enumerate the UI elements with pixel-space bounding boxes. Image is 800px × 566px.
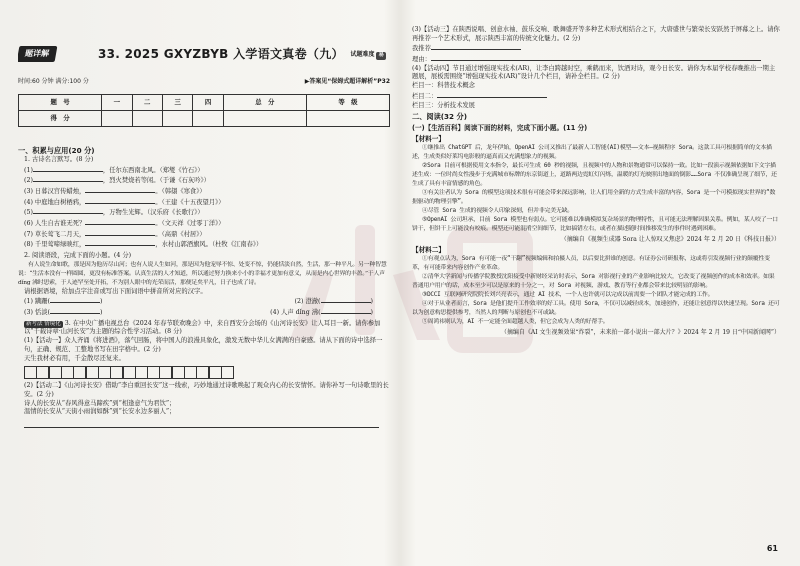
q1-pre: (4) 中庭地白树栖鸦， (24, 198, 86, 206)
score-input-cell[interactable] (162, 111, 192, 127)
material-2-title: 【材料二】 (412, 246, 445, 255)
exam-title: 33. 2025 GXYZBYB 入学语文真卷（九） (98, 47, 344, 61)
q1-pre: (8) 千里莺啼绿映红， (24, 241, 86, 249)
difficulty-value: 易 (378, 52, 384, 58)
answer-blank[interactable] (85, 218, 155, 225)
q2-item (24, 307, 102, 318)
material-1-source: （摘编自《视频生成器 Sora 让人惊叹又焦虑》2024 年 2 月 20 日《科技日报》） (560, 236, 780, 243)
q1-pre: (2) (24, 177, 33, 185)
q1-item (18, 197, 390, 208)
q2-item-label: (2) 澄澈( (294, 298, 321, 306)
q1-item (18, 207, 390, 218)
m1-para-3: ③有关注者认为 Sora 的模型这项技术很有可能会带来深远影响，让人们用全新的方式生成丰富的内容，Sora 是一个可模拟现实世界的“数据驱动的物理引擎”。 (412, 190, 776, 206)
q1-post: ，烈火焚烧若等闲。（于谦《石灰吟》） (102, 177, 210, 185)
q2-item-label: (1) 蹒跚( (24, 298, 50, 306)
score-input-cell[interactable] (306, 111, 389, 127)
q3-poem: 天生我材必有用，千金散尽还复来。 (24, 354, 125, 362)
answer-blank[interactable] (437, 91, 547, 98)
score-row-headers (19, 95, 390, 111)
q2-answers-row1 (18, 296, 373, 307)
q1-post: ，任尔东西南北风。（郑燮《竹石》） (102, 166, 204, 174)
q1-post: ，水村山郭酒旗风。（杜牧《江南春》） (155, 241, 263, 249)
q2-item (295, 296, 373, 307)
q2-close: ) (370, 298, 373, 306)
difficulty-label: 试题难度 (350, 51, 375, 58)
q2-close: ) (370, 309, 373, 317)
q3-text: 3. 在中央广播电视总台《2024 年春节联欢晚会》中，来自西安分会场的《山河诗长安》让人耳目一新。请你参加以“千载诗章·山河长安”为主题的综合性学习活动。(8 分) (24, 319, 381, 336)
act3-label: 我推荐 (412, 45, 431, 53)
answer-blank[interactable] (50, 296, 103, 306)
question-3 (18, 320, 390, 337)
difficulty (350, 51, 386, 60)
question-2: 2. 阅读语段，完成下面的小题。(4 分) (24, 252, 132, 260)
score-input-cell[interactable] (132, 111, 162, 127)
answer-reference: ▶答案见“保姆式超详解析”P32 (304, 78, 390, 85)
q1-pre: (1) (24, 166, 33, 174)
column-2 (412, 91, 780, 102)
q1-post: 。（王建《十五夜望月》） (155, 198, 225, 206)
q3-activity-1: (1)【活动一】众人齐诵《将进酒》，落气回肠，将中国人的浪漫具象化，激发无数中华儿女满满的自豪感。请从下面的诗中选择一句，正确、规范、工整地书写在田字格中。(2 分) (24, 337, 383, 353)
score-cell: 四 (193, 95, 223, 111)
act3-reason (412, 54, 780, 65)
score-cell: 总 分 (223, 95, 306, 111)
exam-meta (18, 78, 390, 88)
right-content (412, 26, 780, 339)
material-1-title: 【材料一】 (412, 135, 445, 144)
answer-blank[interactable] (85, 197, 155, 204)
q2-passage: 有人说生命如歌，那是因为他历尽山河；也有人说人生如河，那是因为他宠辱不惊、处变不惊，仍能恬淡自然，生活，那一种平凡。另一种智慧说：“生活本没有一样圆圆，更没有标准答案。认真生活的人才知道，所以通过努力换来小小的幸福才更加有意义，从而是内心世界的丰盈。”于人声 dǐng 沸时思索，于人迹罕至处开拓，不为别人眼中的光荣而活，那便足矣平凡，日子也成了诗。 (18, 261, 387, 286)
answer-blank[interactable] (431, 54, 761, 61)
new-format-tag: 新考法 情境化 (26, 320, 61, 327)
question-1: 1. 古诗名言默写。(8 分) (24, 155, 94, 163)
act3-reason-label: 理由： (412, 56, 431, 64)
q1-post: 。（高鼎《村居》） (155, 230, 206, 238)
exam-header (18, 44, 390, 66)
q1-pre: (3) 日暮汉宫传蜡烛， (24, 188, 86, 195)
q2-hint: 请根据语境，给加点字注音或写出下面词语中拼音所对应的汉字。 (24, 287, 207, 295)
score-cell: 二 (132, 95, 162, 111)
q1-pre: (7) 草长莺飞二月天， (24, 230, 86, 238)
q1-item (18, 218, 390, 229)
column-3: 栏目三：分析技术发展 (412, 101, 475, 109)
answer-blank[interactable] (85, 229, 155, 236)
q1-post: 。（文天祥《过零丁洋》） (155, 220, 225, 228)
q1-item (18, 239, 390, 250)
q1-item (18, 186, 390, 197)
q1-item (18, 229, 390, 240)
answer-blank[interactable] (50, 307, 103, 317)
left-column (18, 0, 390, 566)
score-table (18, 94, 390, 127)
m1-para-4: ④尽管 Sora 生成的视频令人印象深刻，但并非完美无缺。 (422, 208, 573, 215)
q3-activity-2: (2)【活动二】《山河诗长安》借助“李白重回长安”这一线索，巧妙地通过诗歌唤起了观众内心的长安情怀。请你补写一句诗歌里的长安。(2 分) (24, 382, 389, 398)
q2-answers-row2 (18, 307, 373, 318)
m2-para-2: ②清华大学新闻与传播学院教授沈阳接受中新财经采访时表示，Sora 对影视行业的产业影响比较大，它改变了视频创作的成本和效率。如果普通用户用户的话，成本至少可以是原来的十分之一，对 Sora 对视频、游戏、教育等行业都会带来比较明显的影响。 (412, 274, 775, 290)
q1-post: ，万物生光辉。（汉乐府《长歌行》） (102, 209, 204, 217)
q1-item (18, 165, 390, 176)
tianzige-grid[interactable] (24, 366, 390, 379)
score-input-cell[interactable] (102, 111, 132, 127)
q2-item (24, 296, 102, 307)
q1-pre: (6) 人生自古谁无死？ (24, 220, 86, 228)
answer-blank[interactable] (33, 175, 103, 182)
page-number: 61 (766, 543, 778, 553)
m1-para-1: ①继推出 ChatGPT 后，龙年伊始，OpenAI 公司又推出了最新人工智能(AI)模型——文本—视频程序 Sora。这款工具可根据简单的文本描述，生成类似好莱坞电影般的逼真而又充满想象力的视频。 (412, 145, 772, 161)
q1-post: 。（韩翃《寒食》） (155, 188, 206, 195)
time-score: 时间:60 分钟 满分:100 分 (18, 78, 89, 85)
m2-para-3: ③DCCI 互联网研究院院长刘兴亮表示，通过 AI 技术，一个人也许就可以完成以前需要一个团队才能完成的工作。 (422, 292, 714, 299)
q2-item-label: (3) 恬淡( (24, 309, 50, 317)
q1-item (18, 175, 390, 186)
act3-answer (412, 43, 780, 54)
right-column (412, 0, 780, 566)
answer-blank[interactable] (33, 165, 103, 172)
section-accumulation (18, 146, 390, 428)
score-input-cell[interactable] (193, 111, 223, 127)
q3-activity-4: (4)【活动四】节目通过增强现实技术(AR)，让李白跨越时空，乘鹤而来，饮酒对诗，观今日长安。请你为本届学校春晚推出一期主题展，展板需围绕“增强现实技术(AR)”设计几个栏目，请补全栏目。(2 分) (412, 64, 776, 81)
q1-pre: (5) (24, 209, 33, 217)
q2-close: ) (99, 298, 103, 306)
material-2-source: （摘编自《AI 文生视频效果“炸裂”，未来拍一部小说出一部大片？》2024 年 2 月 19 日“中国新闻网”） (500, 329, 780, 337)
score-cell: 等 级 (306, 95, 389, 111)
section-title: 一、积累与应用(20 分) (18, 146, 95, 155)
reading-subsection: (一)【生活百科】阅读下面的材料，完成下面小题。(11 分) (412, 124, 588, 133)
score-cell: 得 分 (19, 111, 102, 127)
answer-blank[interactable] (321, 296, 373, 306)
answer-blank[interactable] (321, 307, 373, 317)
m1-para-5: ⑤OpenAI 公司坦承，目前 Sora 模型也有弱点。它可能难以准确模拟复杂场景的物理特性，且可能无法理解因果关系。例如，某人咬了一口饼干，但饼干上可能没有咬痕。模型还可能混淆空间细节，比如搞错左右，或者在描述随时间推移发生的事件时遇到困难。 (412, 217, 778, 233)
m2-para-5: ⑤周鸿祎则认为，AI 不一定能全面超越人类，但它会成为人类的好帮手。 (422, 319, 609, 326)
q3-line-b: 温情的长安从“天街小雨润如酥”到“长安水边多丽人”； (24, 408, 176, 416)
answer-blank[interactable] (431, 43, 521, 50)
m2-para-4: ④对于从业者而言，Sora 是他们提升工作效率的好工具。使用 Sora，不仅可以减轻成本，加速创作，还能让创意得以快速呈现。Sora 还可以为创意构思提供参考，当然人的判断与原创也不可或缺。 (412, 301, 780, 317)
answer-blank[interactable] (85, 239, 155, 246)
q3-activity-3: (3)【活动三】在陕西说唱、创意水袖、鼓乐交响、歌舞盛开等多种艺术形式相结合之下，大唐盛世与繁荣长安跃然于屏幕之上。请你再推荐一个艺术形式，展示陕西丰富的传统文化魅力。(2 分) (412, 26, 780, 42)
score-cell: 题 号 (19, 95, 102, 111)
detail-badge: 题详解 (18, 46, 57, 62)
answer-blank[interactable] (33, 207, 103, 214)
m2-para-1: ①有观点认为，Sora 有可能一夜“干翻”视频编辑和拍摄人员，以后要比拼谁的创意。有证券公司研报称，这或将引发视频行业的颠覆性变革，有可能带来内容创作产业革命。 (412, 256, 770, 272)
q2-close: ) (99, 309, 103, 317)
q2-item (270, 307, 373, 318)
score-cell: 一 (102, 95, 132, 111)
answer-blank[interactable] (85, 186, 155, 193)
column-2-label: 栏目二： (412, 92, 438, 100)
score-cell: 三 (162, 95, 192, 111)
m1-para-2: ②Sora 目前可根据使用文本指令，最长可生成 60 秒的视频，且视频中的人物和景物通常可以保持一致。比如一段演示视频依据如下文字描述生成：一位时尚女性漫步于充满城市标牌的东京街道上，道路两边霓虹灯闪烁，温暖的灯光映照出地面的倒影……Sora 不仅准确呈现了细节，还生成了具有丰富情感的角色。 (412, 163, 777, 188)
q2-item-label: (4) 人声 dǐng 沸( (270, 309, 321, 317)
q3-line-a: 诗人的长安从“春风得意马蹄疾”到“相逢意气为君饮”； (24, 399, 176, 407)
answer-line[interactable] (24, 419, 379, 428)
column-1: 栏目一：科普技术概念 (412, 82, 475, 90)
score-row-values (19, 111, 390, 127)
score-input-cell[interactable] (223, 111, 306, 127)
section-reading: 二、阅读(32 分) (412, 112, 468, 122)
